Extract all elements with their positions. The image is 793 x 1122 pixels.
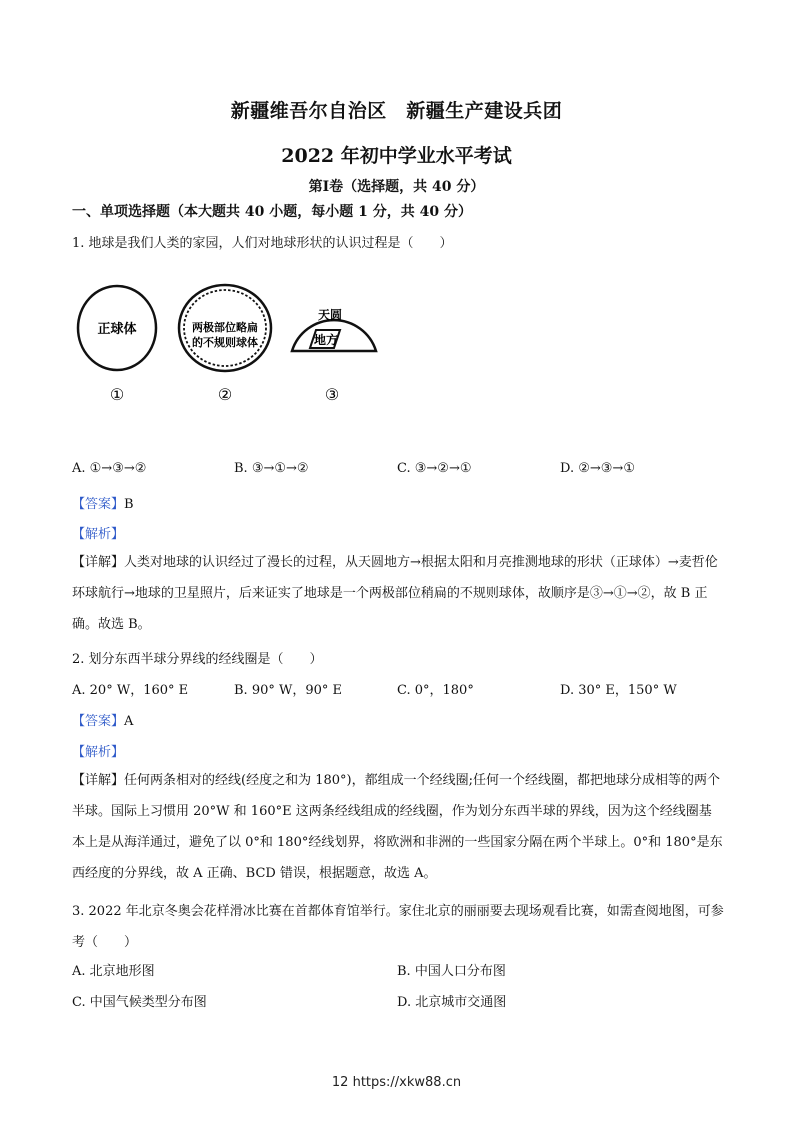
part-title: 第Ⅰ卷（选择题，共 40 分） — [308, 179, 485, 195]
answer-value: B — [124, 497, 134, 512]
q2-answer — [72, 710, 133, 729]
q3-option-c: C. 中国气候类型分布图 — [72, 995, 207, 1010]
q1-stem: 1. 地球是我们人类的家园，人们对地球形状的认识过程是（ ） — [72, 236, 453, 251]
q1-detail — [72, 547, 724, 640]
q2-stem: 2. 划分东西半球分界线的经线圈是（ ） — [72, 652, 323, 667]
earth-shape-figure — [70, 276, 390, 412]
q3-option-a: A. 北京地形图 — [72, 964, 155, 979]
exam-title-region: 新疆维吾尔自治区 新疆生产建设兵团 — [230, 100, 563, 122]
q1-analysis-tag: 【解析】 — [72, 527, 125, 542]
q1-option-d: D. ②→③→① — [560, 461, 635, 476]
q2-detail — [72, 765, 724, 889]
q2-option-a: A. 20° W，160° E — [72, 683, 189, 698]
q2-option-c: C. 0°，180° — [397, 683, 474, 698]
answer-value: A — [124, 714, 134, 729]
detail-text: 人类对地球的认识经过了漫长的过程，从天圆地方→根据太阳和月亮推测地球的形状（正球体）→麦哲伦环球航行→地球的卫星照片，后来证实了地球是一个两极部位稍扁的不规则球体，故顺序是③→①→②，故 B 正确。故选 B。 — [72, 555, 718, 632]
shape2-text-line2: 的不规则球体 — [192, 336, 258, 349]
q3-option-b: B. 中国人口分布图 — [397, 964, 506, 979]
exam-title-year: 2022 年初中学业水平考试 — [281, 145, 512, 167]
q2-option-d: D. 30° E，150° W — [560, 683, 677, 698]
answer-tag: 【答案】 — [72, 714, 125, 729]
q1-answer — [72, 493, 134, 512]
q1-option-c: C. ③→②→① — [397, 461, 472, 476]
detail-text: 任何两条相对的经线(经度之和为 180°)，都组成一个经线圈;任何一个经线圈，都把地球分成相等的两个半球。国际上习惯用 20°W 和 160°E 这两条经线组成的经线圈，作为划分东西半球的界线，因为这个经线圈基本上是从海洋通过，避免了以 0°和 180°经线划界，将欧洲和非洲的一些国家分隔在两个半球上。0°和 180°是东西经度的分界线，故 A 正确、BCD 错误，根据题意，故选 A。 — [72, 773, 723, 881]
figure-label-3: ③ — [324, 385, 340, 404]
answer-tag: 【答案】 — [72, 497, 125, 512]
shape3-text-bottom: 地方 — [313, 333, 339, 347]
shape2-text-line1: 两极部位略扁 — [192, 321, 258, 334]
q2-option-b: B. 90° W，90° E — [234, 683, 343, 698]
shape1-text: 正球体 — [97, 322, 137, 337]
q3-option-d: D. 北京城市交通图 — [397, 995, 507, 1010]
q1-option-b: B. ③→①→② — [234, 461, 309, 476]
figure-label-1: ① — [109, 385, 125, 404]
shape3-text-top: 天圆 — [317, 308, 343, 322]
detail-tag: 【详解】 — [72, 773, 125, 788]
q2-analysis-tag: 【解析】 — [72, 745, 125, 760]
section-heading: 一、单项选择题（本大题共 40 小题，每小题 1 分，共 40 分） — [72, 204, 472, 220]
figure-label-2: ② — [217, 385, 233, 404]
page-footer: 12 https://xkw88.cn — [331, 1075, 462, 1090]
detail-tag: 【详解】 — [72, 555, 125, 570]
q3-stem: 3. 2022 年北京冬奥会花样滑冰比赛在首都体育馆举行。家住北京的丽丽要去现场观看比赛，如需查阅地图，可参考（ ） — [72, 904, 724, 950]
q1-option-a: A. ①→③→② — [72, 461, 147, 476]
